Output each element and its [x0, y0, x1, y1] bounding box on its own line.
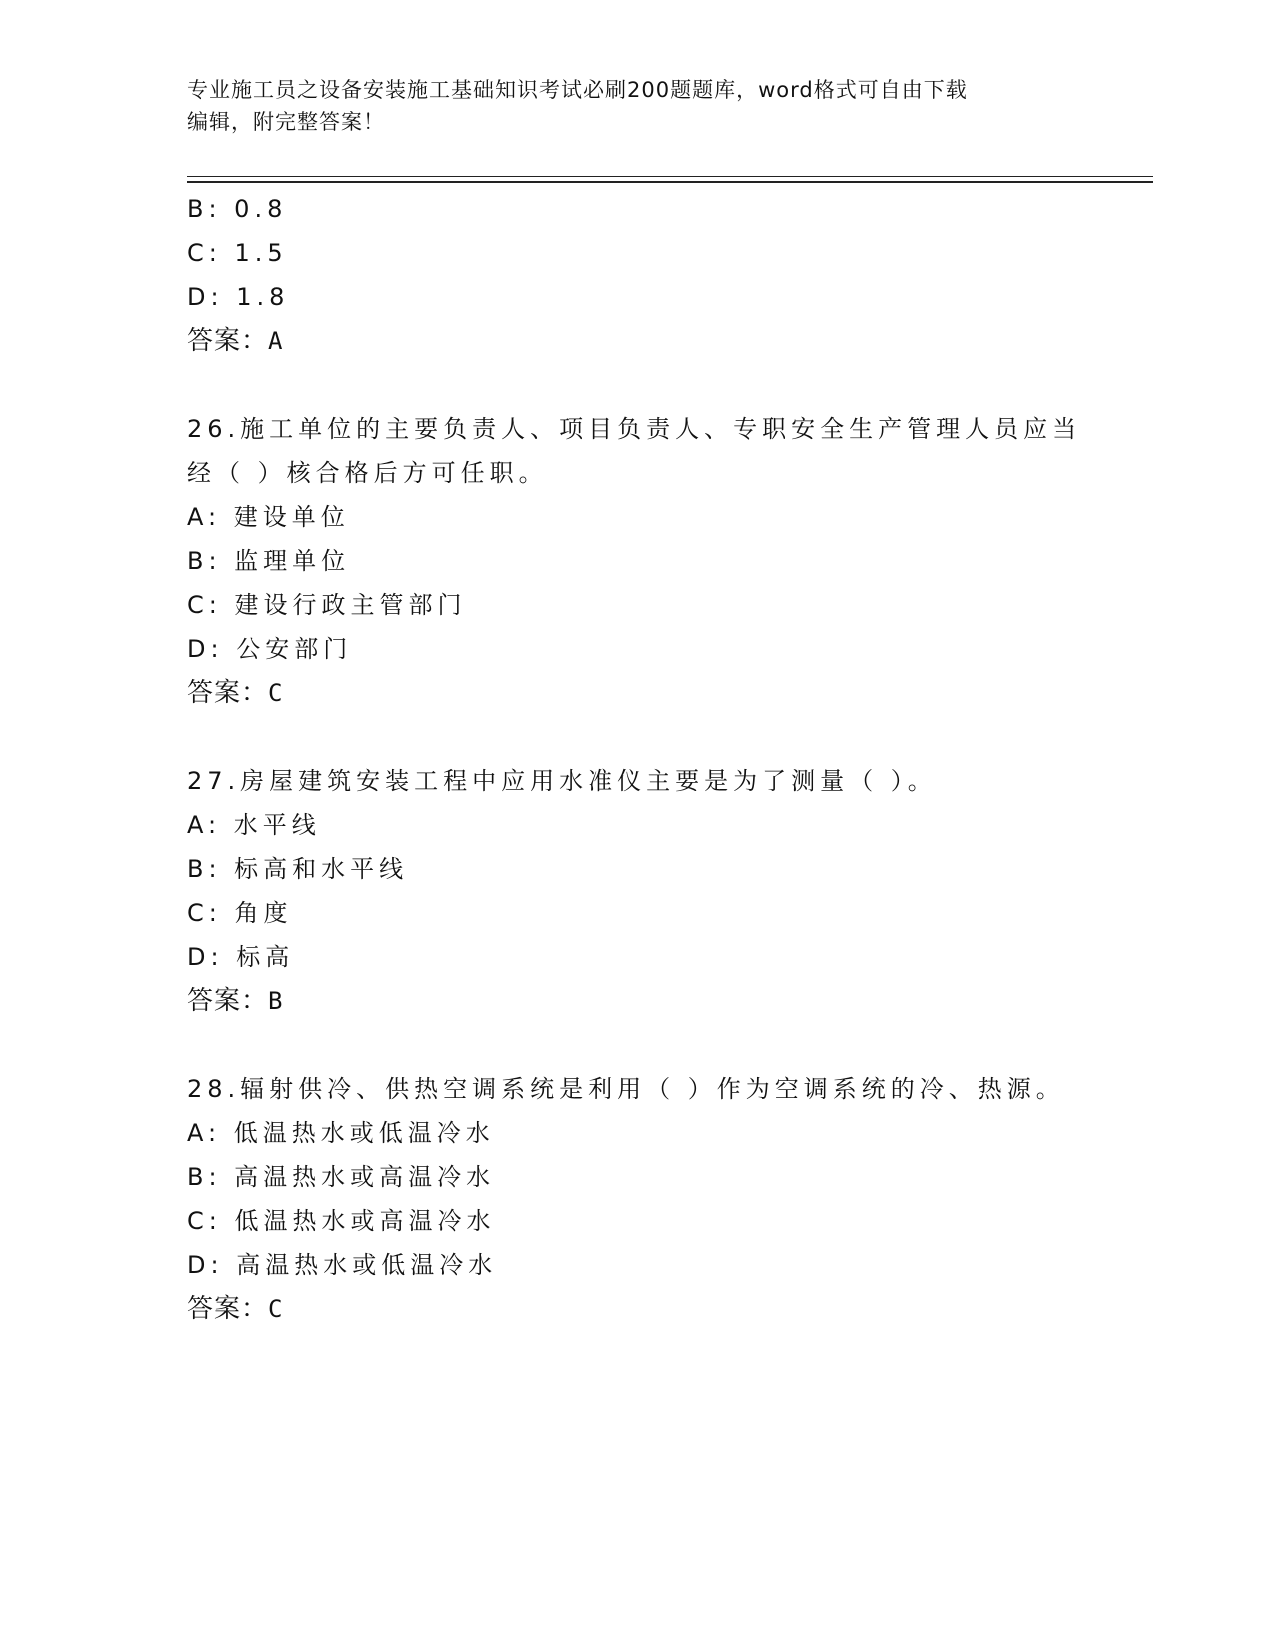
- q26-stem-line2: 经（ ）核合格后方可任职。: [187, 459, 548, 487]
- q28-option-a: A: 低温热水或低温冷水: [187, 1119, 495, 1147]
- header-title-line2: 编辑，附完整答案！: [187, 110, 385, 134]
- header-divider-thick: [187, 181, 1153, 183]
- q27-answer: [187, 985, 283, 1017]
- answer-value: A: [268, 327, 284, 355]
- q28-option-c: C: 低温热水或高温冷水: [187, 1207, 496, 1235]
- header-title-line1: 专业施工员之设备安装施工基础知识考试必刷200题题库，word格式可自由下载: [187, 78, 968, 102]
- q26-option-a: A: 建设单位: [187, 503, 350, 531]
- q25-option-d: D: 1.8: [187, 283, 290, 311]
- q25-option-b: B: 0.8: [187, 195, 288, 223]
- q28-option-d: D: 高温热水或低温冷水: [187, 1251, 498, 1279]
- q26-option-d: D: 公安部门: [187, 635, 353, 663]
- q25-answer: [187, 325, 283, 357]
- q26-stem-line1: 26.施工单位的主要负责人、项目负责人、专职安全生产管理人员应当: [187, 415, 1082, 443]
- q25-option-c: C: 1.5: [187, 239, 288, 267]
- answer-label: 答案：: [187, 678, 269, 708]
- q26-answer: [187, 677, 283, 709]
- answer-value: C: [268, 1295, 284, 1323]
- q27-option-b: B: 标高和水平线: [187, 855, 409, 883]
- answer-label: 答案：: [187, 986, 269, 1016]
- q27-option-c: C: 角度: [187, 899, 293, 927]
- q28-option-b: B: 高温热水或高温冷水: [187, 1163, 496, 1191]
- q26-option-b: B: 监理单位: [187, 547, 351, 575]
- q26-option-c: C: 建设行政主管部门: [187, 591, 467, 619]
- answer-value: C: [268, 679, 284, 707]
- header-divider-thin: [187, 176, 1153, 177]
- answer-label: 答案：: [187, 1294, 269, 1324]
- q27-option-a: A: 水平线: [187, 811, 321, 839]
- answer-label: 答案：: [187, 326, 269, 356]
- q28-answer: [187, 1293, 283, 1325]
- page-header: [187, 74, 1087, 138]
- q27-stem-line1: 27.房屋建筑安装工程中应用水准仪主要是为了测量（ ）。: [187, 767, 937, 795]
- q28-stem-line1: 28.辐射供冷、供热空调系统是利用（ ）作为空调系统的冷、热源。: [187, 1075, 1065, 1103]
- answer-value: B: [268, 987, 284, 1015]
- q27-option-d: D: 标高: [187, 943, 295, 971]
